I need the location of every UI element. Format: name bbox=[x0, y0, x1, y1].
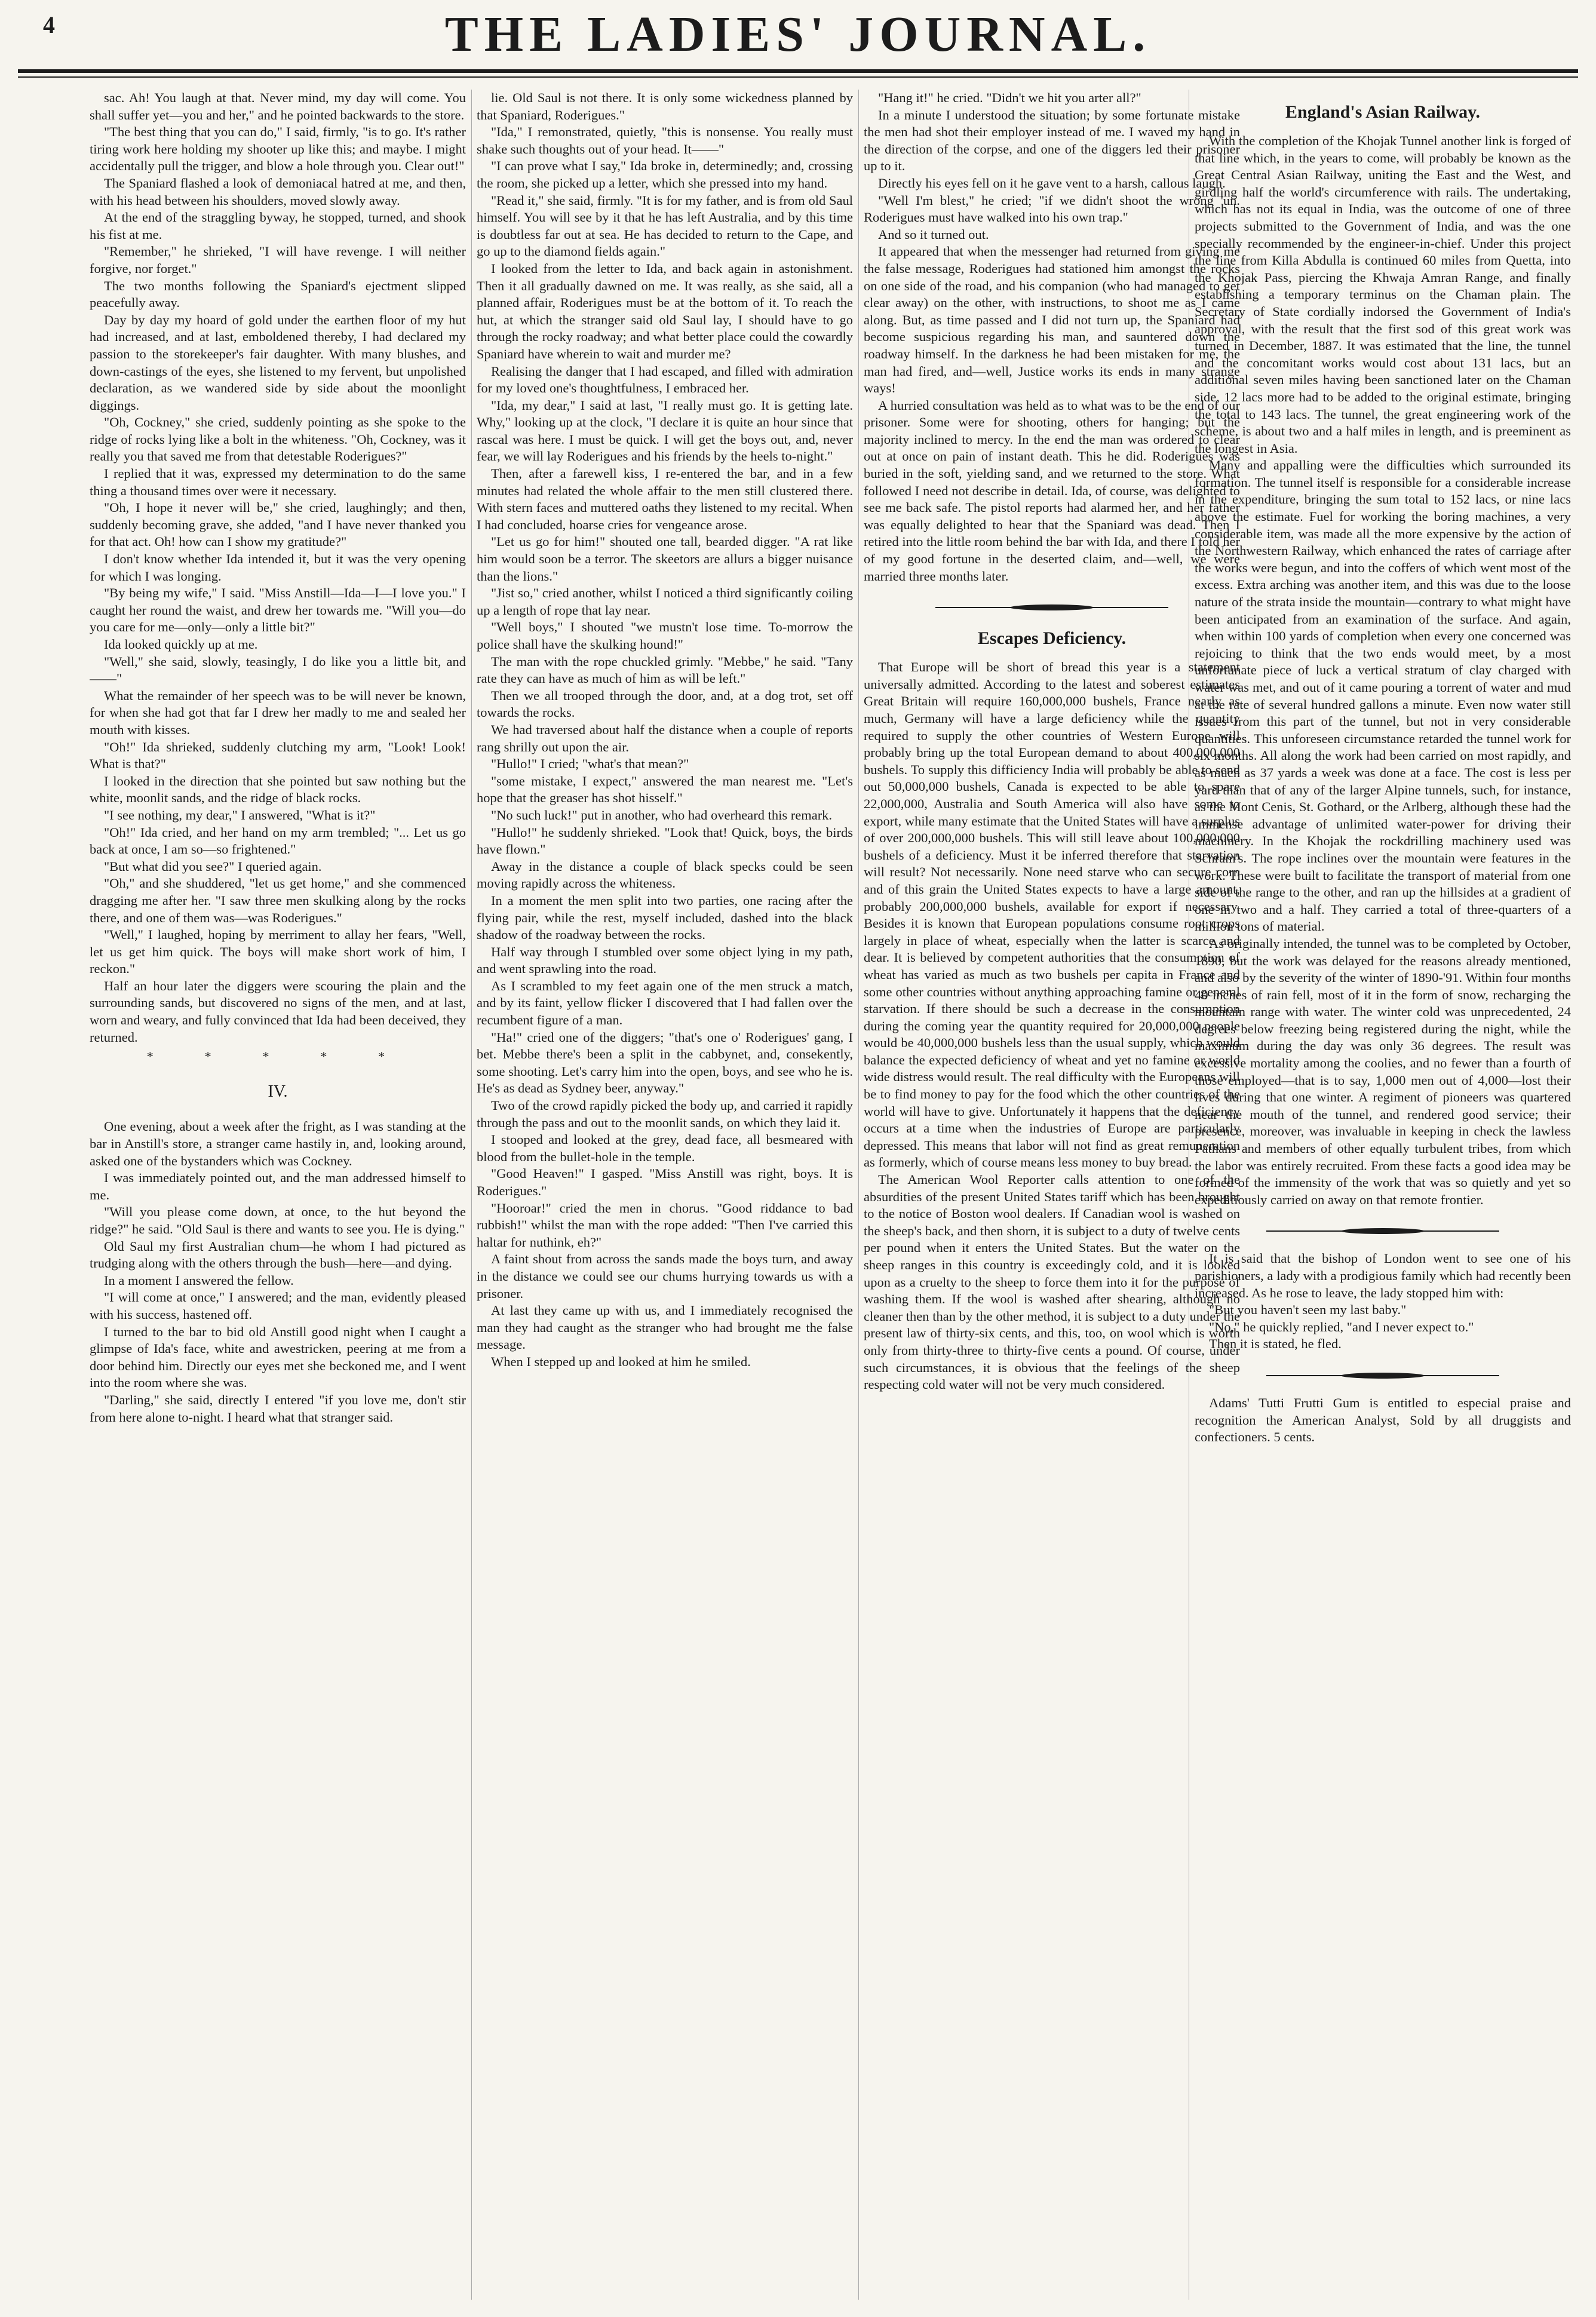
column-3 bbox=[864, 90, 1240, 2300]
paragraph: In a moment I answered the fellow. bbox=[104, 1272, 294, 1288]
paragraph: I looked from the letter to Ida, and back again in astonishment. Then it all gradually dawned on me. It was really, as she said, all a planned affair, Roderigues must be at the bottom of it. To reach the hut, at which the stranger said old Saul lay, I should have to go through the rocky roadway; and what better place could the cowardly Spaniard have wherein to wait and murder me? bbox=[477, 260, 853, 361]
article-divider bbox=[1195, 1368, 1571, 1383]
paragraph: "Ha!" cried one of the diggers; "that's one o' Roderigues' gang, I bet. Mebbe there's been a split in the cabbynet, and, consekently, some shooting. Let's carry him into the open, boys, and see who he is. He's as dead as Sydney beer, anyway." bbox=[477, 1029, 853, 1096]
article-divider bbox=[864, 600, 1240, 615]
paragraph: I replied that it was, expressed my determination to do the same thing a thousand times over were it necessary. bbox=[90, 466, 466, 498]
paragraph: The American Wool Reporter calls attention to one of the absurdities of the present United States tariff which has been brought to the notice of Boston wool dealers. If Canadian wool is washed on the sheep's back, and then shorn, it is subject to a duty of twelve cents per pound when it enters the United States. But the water on the sheep ranges in this country is exceedingly cold, and it is looked upon as a cruelty to the sheep to force them into it for the purpose of washing them. If the wool is washed after shearing, although no cleaner then than by the other method, it is subject to a duty under the present law of thirty-six cents, and this, too, on wool which is worth only from thirty-three to thirty-five cents a pound. Of course, under such circumstances, it is obvious that the feelings of the sheep respecting cold water will not be very much considered. bbox=[864, 1172, 1240, 1392]
paragraph: As originally intended, the tunnel was to be completed by October, 1890, but the work was delayed for the reasons already mentioned, and also by the severity of the winter of 1890-'91. Within four months 40 inches of rain fell, most of it in the form of snow, recharging the mountain range with water. The winter cold was unprecedented, 24 degrees below freezing being registered during the night, while the maximum during the day was only 36 degrees. The result was excessive mortality among the coolies, and no fewer than a fourth of those employed—that is to say, 1,000 men out of 4,000—lost their lives during that one winter. A regiment of pioneers was quartered near the mouth of the tunnel, and rendered good service; their presence, moreover, was invaluable in keeping in check the lawless Pathans and members of other equally turbulent tribes, from which the labor was entirely recruited. From these facts a good idea may be formed of the immensity of the work that was so quietly and yet so expeditiously carried on away on that remote frontier. bbox=[1195, 935, 1571, 1207]
article-paragraphs bbox=[1195, 133, 1571, 1208]
paragraph: At the end of the straggling byway, he stopped, turned, and shook his fist at me. bbox=[90, 210, 466, 242]
paragraph: "Ida, my dear," I said at last, "I really must go. It is getting late. Why," looking up at the clock, "I declare it is quite an hour since that rascal was here. I must be quick. I will get the boys out, and, never fear, we will lay Roderigues and his friends by the heels to-night." bbox=[477, 397, 853, 464]
paragraph: "Oh, Cockney," she cried, suddenly pointing as she spoke to the ridge of rocks lying like a bolt in the whiteness. "Oh, Cockney, was it really you that saved me from that detestable Roderigues?" bbox=[90, 415, 466, 464]
paragraph: "Hullo!" I cried; "what's that mean?" bbox=[491, 756, 689, 772]
paragraph: "Well," she said, slowly, teasingly, I do like you a little bit, and——" bbox=[90, 653, 466, 686]
section-heading: IV. bbox=[268, 1082, 288, 1101]
article-headline: Escapes Deficiency. bbox=[977, 628, 1127, 649]
column-rule bbox=[858, 90, 859, 2300]
paragraph: A hurried consultation was held as to what was to be the end of our prisoner. Some were for shooting, others for hanging; but the majority inclined to mercy. In the end the man was ordered to clear out at once on pain of instant death. This he did. Roderigues was buried in the soft, yielding sand, and we returned to the store. What followed I need not describe in detail. Ida, of course, was delighted to see me back safe. The pistol reports had alarmed her, and her father was equally delighted to hear that the Spaniard was dead. Then I retired into the little room behind the bar with Ida, and there I told her of my good fortune in the deserted claim, and—well, we were married three months later. bbox=[864, 397, 1240, 584]
paragraph: As I scrambled to my feet again one of the men struck a match, and by its faint, yellow flicker I discovered that I had fallen over the recumbent figure of a man. bbox=[477, 978, 853, 1028]
paragraph: Then it is stated, he fled. bbox=[1209, 1336, 1342, 1352]
paragraph: Then we all trooped through the door, and, at a dog trot, set off towards the rocks. bbox=[477, 688, 853, 720]
paragraph: "No," he quickly replied, "and I never expect to." bbox=[1209, 1319, 1474, 1334]
masthead-rule-thin bbox=[18, 76, 1578, 78]
paragraph: "Well boys," I shouted "we mustn't lose time. To-morrow the police shall have the skulking hound!" bbox=[477, 619, 853, 652]
article-divider bbox=[1195, 1224, 1571, 1238]
paragraph: Directly his eyes fell on it he gave vent to a harsh, callous laugh. bbox=[878, 175, 1226, 191]
article-headline: England's Asian Railway. bbox=[1285, 102, 1480, 122]
paragraph: That Europe will be short of bread this year is a statement universally admitted. According to the latest and soberest estimates Great Britain will require 160,000,000 bushels, France nearly as much, Germany will have a large deficiency while the quantity required to supply the other countries of Western Europe will probably bring up the total European demand to about 400,000,000 bushels. To supply this difficiency India will probably be able to send out 50,000,000 bushels, Canada is expected to be able to spare 22,000,000, Australia and South America will also have some to export, while many estimate that the United States will have a surplus of over 200,000,000 bushels. This will still leave about 100,000,000 bushels of a deficiency. Must it be inferred therefore that starvation will result? Not necessarily. None need starve who can secure corn and of this grain the United States expects to have a large amount, probably 200,000,000 bushels, available for export if necessary. Besides it is known that European populations consume root crops largely in place of wheat, especially when the latter is scarce and dear. It is believed by competent authorities that the consumption of wheat has varied as much as two bushels per capita in France and some other countries without anything approaching famine or general starvation. If there should be such a decrease in the consumption during the coming year the quantity required for 20,000,000 people would be 40,000,000 bushels less than the usual supply, which would balance the expected deficiency of wheat and yet no famine or world wide distress would result. The real difficulty with the Europeans will be to find money to pay for the food which the other countries of the world will have to give. Unfortunately it happens that the deficiency occurs at a time when the industries of Europe are particularly depressed. This means that labor will not find as great remuneration as formerly, which of course means less money to buy bread. bbox=[864, 659, 1240, 1170]
paragraph: "I will come at once," I answered; and the man, evidently pleased with his success, hastened off. bbox=[90, 1290, 466, 1322]
paragraph: In a minute I understood the situation; by some fortunate mistake the men had shot their employer instead of me. I waved my hand in the direction of the corpse, and one of the diggers led their prisoner up to it. bbox=[864, 107, 1240, 174]
paragraph: Day by day my hoard of gold under the earthen floor of my hut had increased, and at last, emboldened thereby, I had declared my passion to the storekeeper's fair daughter. With many blushes, and down-castings of the eyes, she listened to my fervent, but unpolished declaration, as we wandered side by side about the moonlight diggings. bbox=[90, 312, 466, 413]
paragraph: "Darling," she said, directly I entered "if you love me, don't stir from here alone to-night. I heard what that stranger said. bbox=[90, 1392, 466, 1425]
paragraph: It is said that the bishop of London went to see one of his parishioners, a lady with a prodigious family which had recently been increased. As he rose to leave, the lady stopped him with: bbox=[1195, 1251, 1571, 1300]
article-paragraphs bbox=[864, 659, 1240, 1394]
masthead-rule-thick bbox=[18, 69, 1578, 73]
paragraph: "But what did you see?" I queried again. bbox=[104, 858, 322, 874]
column-2 bbox=[477, 90, 853, 2300]
paragraph: What the remainder of her speech was to be will never be known, for when she had got that far I drew her madly to me and sealed her mouth with kisses. bbox=[90, 688, 466, 737]
paragraph: We had traversed about half the distance when a couple of reports rang shrilly out upon the air. bbox=[477, 722, 853, 754]
paragraph: "I see nothing, my dear," I answered, "What is it?" bbox=[104, 807, 376, 823]
story-paragraphs bbox=[477, 90, 853, 1371]
paragraph: "Well I'm blest," he cried; "if we didn't shoot the wrong 'un. Roderigues must have walked into his own trap." bbox=[864, 192, 1240, 225]
paragraph: sac. Ah! You laugh at that. Never mind, my day will come. You shall suffer yet—you and her," and he pointed backwards to the store. bbox=[90, 90, 466, 122]
masthead bbox=[0, 0, 1596, 90]
paragraph: I stooped and looked at the grey, dead face, all besmeared with blood from the bullet-hole in the temple. bbox=[477, 1132, 853, 1164]
paragraph: "I can prove what I say," Ida broke in, determinedly; and, crossing the room, she picked up a letter, which she pressed into my hand. bbox=[477, 158, 853, 191]
paragraph: I don't know whether Ida intended it, but it was the very opening for which I was longing. bbox=[90, 551, 466, 584]
paragraph: Realising the danger that I had escaped, and filled with admiration for my loved one's thoughtfulness, I embraced her. bbox=[477, 363, 853, 396]
paragraph: "Hooroar!" cried the men in chorus. "Good riddance to bad rubbish!" whilst the man with the rope added: "Then I've carried this haltar for nuthink, eh?" bbox=[477, 1200, 853, 1250]
paragraph: I was immediately pointed out, and the man addressed himself to me. bbox=[90, 1170, 466, 1202]
paragraph: "But you haven't seen my last baby." bbox=[1209, 1302, 1407, 1318]
paragraph: Half an hour later the diggers were scouring the plain and the surrounding sands, but discovered no signs of the men, and at last, worn and weary, and fully convinced that Ida had been deceived, they returned. bbox=[90, 978, 466, 1045]
paragraph: lie. Old Saul is not there. It is only some wickedness planned by that Spaniard, Roderigues." bbox=[477, 90, 853, 122]
paragraph: "Will you please come down, at once, to the hut beyond the ridge?" he said. "Old Saul is there and wants to see you. He is dying." bbox=[90, 1204, 466, 1236]
paragraph: Then, after a farewell kiss, I re-entered the bar, and in a few minutes had related the whole affair to the men still clustered there. With stern faces and muttered oaths they listened to my recital. When I had concluded, hoarse cries for vengeance arose. bbox=[477, 466, 853, 532]
paragraph: Half way through I stumbled over some object lying in my path, and went sprawling into the road. bbox=[477, 944, 853, 977]
paragraph: "Read it," she said, firmly. "It is for my father, and is from old Saul himself. You will see by it that he has left Australia, and by this time is doubtless far out at sea. He has decided to return to the Cape, and go up to the diamond fields again." bbox=[477, 192, 853, 259]
paragraph: "Well," I laughed, hoping by merriment to allay her fears, "Well, let us get him quick. The boys will make short work of him, I reckon." bbox=[90, 927, 466, 977]
paragraph: "Oh," and she shuddered, "let us get home," and she commenced dragging me after her. "I saw three men skulking along by the rocks there, and one of them was—was Roderigues." bbox=[90, 876, 466, 925]
paragraph: A faint shout from across the sands made the boys turn, and away in the distance we could see our chums hurrying towards us with a prisoner. bbox=[477, 1251, 853, 1301]
paragraph: Ida looked quickly up at me. bbox=[104, 637, 258, 652]
paragraph: "Remember," he shrieked, "I will have revenge. I will neither forgive, nor forget." bbox=[90, 244, 466, 276]
paragraph: Two of the crowd rapidly picked the body up, and carried it rapidly through the pass and out to the moonlit sands, on which they laid it. bbox=[477, 1098, 853, 1130]
paragraph: "Oh!" Ida shrieked, suddenly clutching my arm, "Look! Look! What is that?" bbox=[90, 739, 466, 772]
column-rule bbox=[471, 90, 472, 2300]
paragraph: "Hang it!" he cried. "Didn't we hit you arter all?" bbox=[878, 90, 1141, 105]
column-1 bbox=[90, 90, 466, 2300]
paragraph: It appeared that when the messenger had returned from giving me the false message, Roderigues had stationed him amongst the rocks on one side of the road, and his companion (who had managed to get clear away) on the other, with instructions, to shoot me as I came along. But, as time passed and I did not turn up, the Spaniard had become suspicious regarding his man, and sauntered down the roadway himself. In the darkness he had been mistaken for me, the man had fired, and—well, Justice works its ends in many strange ways! bbox=[864, 244, 1240, 396]
paragraph: "Oh!" Ida cried, and her hand on my arm trembled; "... Let us go back at once, I am so—so frightened." bbox=[90, 824, 466, 857]
paragraph: One evening, about a week after the fright, as I was standing at the bar in Anstill's store, a stranger came hastily in, and, looking around, asked one of the bystanders which was Cockney. bbox=[90, 1119, 466, 1168]
paragraph: The man with the rope chuckled grimly. "Mebbe," he said. "Tany rate they can have as much of him as will be left." bbox=[477, 653, 853, 686]
paragraph: Many and appalling were the difficulties which surrounded its formation. The tunnel itself is responsible for a considerable increase in the expenditure, bringing the sum total to 152 lacs, or nine lacs above the estimate. Fuel for working the boring machines, a very considerable item, was made all the more expensive by the action of the Northwestern Railway, which enhanced the rates of carriage after the works were begun, and into the coffers of which went most of the excess. Extra arching was another item, and this was due to the loose nature of the strata inside the mountain—contrary to what might have been anticipated from an examination of the surface. And again, when within 100 yards of completion when every one concerned was rejoicing to think that the two ends would meet, by a most unfortunate piece of luck a vertical stratum of clay charged with water was met, and out of it came pouring a torrent of water and mud at the rate of several hundred gallons a minute. Even now water still issues from this part of the tunnel, but not in very considerable quantities. This unforeseen circumstance retarded the tunnel work for six months. All along the work had been carried on most rapidly, and as much as 37 yards a week was done at a face. The cost is less per yard than that of any of the larger Alpine tunnels, such, for instance, as the Mont Cenis, St. Gothard, or the Arlberg, although these had the immense advantage of unlimited water-power for driving their machinery. In the Khojak the rockdrilling machinery used was Schram's. The rope inclines over the mountain were features in the work. These were built to facilitate the transport of material from one side of the range to the other, and ran up the hillsides at a gradient of one in two and a half. They carried a total of three-quarters of a million tons of material. bbox=[1195, 458, 1571, 934]
paragraph: I looked in the direction that she pointed but saw nothing but the white, moonlit sands, and the ridge of black rocks. bbox=[90, 773, 466, 806]
paragraph: "Hullo!" he suddenly shrieked. "Look that! Quick, boys, the birds have flown." bbox=[477, 824, 853, 857]
paragraph: Old Saul my first Australian chum—he whom I had pictured as trudging along with the others through the bush—here—and dying. bbox=[90, 1238, 466, 1271]
column-4 bbox=[1195, 90, 1571, 2300]
paragraph: With the completion of the Khojak Tunnel another link is forged of that line which, in the years to come, will probably be known as the Great Central Asian Railway, uniting the East and the West, and girdling half the world's circumference with rails. The undertaking, which has not its equal in India, was the outcome of one of three projects submitted to the Government of India, and was the one specially recommended by the engineer-in-chief. Under this project the line from Killa Abdulla is continued 60 miles from Quetta, into the Khojak Pass, piercing the Khwaja Amran Range, and finally establishing a temporary terminus on the Chaman plain. The Secretary of State cordially indorsed the Government of India's approval, with the result that the first sod of this great work was turned in December, 1887. It was estimated that the line, the tunnel and the concomitant works would cost about 131 lacs, but an additional seven miles having been sanctioned later on the Chaman side, 12 lacs more had to be added to the original estimate, bringing the total to 143 lacs. The tunnel, the great engineering work of the scheme, is about two and a half miles in length, and is preeminent as the longest in Asia. bbox=[1195, 133, 1571, 456]
paragraph: "Ida," I remonstrated, quietly, "this is nonsense. You really must shake such thoughts out of your head. It——" bbox=[477, 124, 853, 156]
paragraph: The Spaniard flashed a look of demoniacal hatred at me, and then, with his head between his shoulders, moved slowly away. bbox=[90, 175, 466, 208]
story-paragraphs bbox=[864, 90, 1240, 585]
paragraph: At last they came up with us, and I immediately recognised the man they had caught as the stranger who had brought me the false message. bbox=[477, 1303, 853, 1352]
story-paragraphs bbox=[90, 1118, 466, 1426]
paragraph: "No such luck!" put in another, who had overheard this remark. bbox=[491, 807, 833, 823]
paragraph: In a moment the men split into two parties, one racing after the flying pair, while the rest, myself included, dashed into the black shadow of the roadway between the rocks. bbox=[477, 892, 853, 943]
section-break-stars: * * * * * bbox=[146, 1049, 409, 1064]
paragraph: "The best thing that you can do," I said, firmly, "is to go. It's rather tiring work here holding my shooter up like this; and maybe. I might accidentally pull the trigger, and blow a hole through you. Clear out!" bbox=[90, 124, 466, 174]
advert-text: Adams' Tutti Frutti Gum is entitled to especial praise and recognition the American Analyst, Sold by all druggists and confectioners. 5 cents. bbox=[1195, 1395, 1571, 1445]
story-paragraphs bbox=[90, 90, 466, 1046]
journal-title: THE LADIES' JOURNAL. bbox=[444, 7, 1152, 62]
anecdote-paragraphs bbox=[1195, 1250, 1571, 1353]
paragraph: "some mistake, I expect," answered the man nearest me. "Let's hope that the greaser has shot hisself." bbox=[477, 773, 853, 806]
paragraph: I turned to the bar to bid old Anstill good night when I caught a glimpse of Ida's face, white and awestricken, peering at me from a door behind him. Directly our eyes met she beckoned me, and I went into the room where she was. bbox=[90, 1324, 466, 1391]
paragraph: The two months following the Spaniard's ejectment slipped peacefully away. bbox=[90, 278, 466, 311]
paragraph: "Oh, I hope it never will be," she cried, laughingly; and then, suddenly becoming grave, she added, "and I have never thanked you for that act. Oh! how can I show my gratitude?" bbox=[90, 500, 466, 550]
paragraph: "By being my wife," I said. "Miss Anstill—Ida—I—I love you." I caught her round the waist, and drew her towards me. "Will you—do you care for me—only—only a little bit?" bbox=[90, 585, 466, 635]
page-number: 4 bbox=[43, 11, 55, 38]
paragraph: "Jist so," cried another, whilst I noticed a third significantly coiling up a length of rope that lay near. bbox=[477, 585, 853, 618]
paragraph: "Good Heaven!" I gasped. "Miss Anstill was right, boys. It is Roderigues." bbox=[477, 1166, 853, 1198]
paragraph: When I stepped up and looked at him he smiled. bbox=[491, 1354, 751, 1369]
paragraph: "Let us go for him!" shouted one tall, bearded digger. "A rat like him would soon be a terror. The skeetors are allurs a bigger nuisance than the lions." bbox=[477, 534, 853, 584]
paragraph: And so it turned out. bbox=[878, 226, 989, 242]
paragraph: Away in the distance a couple of black specks could be seen moving rapidly across the whiteness. bbox=[477, 858, 853, 891]
